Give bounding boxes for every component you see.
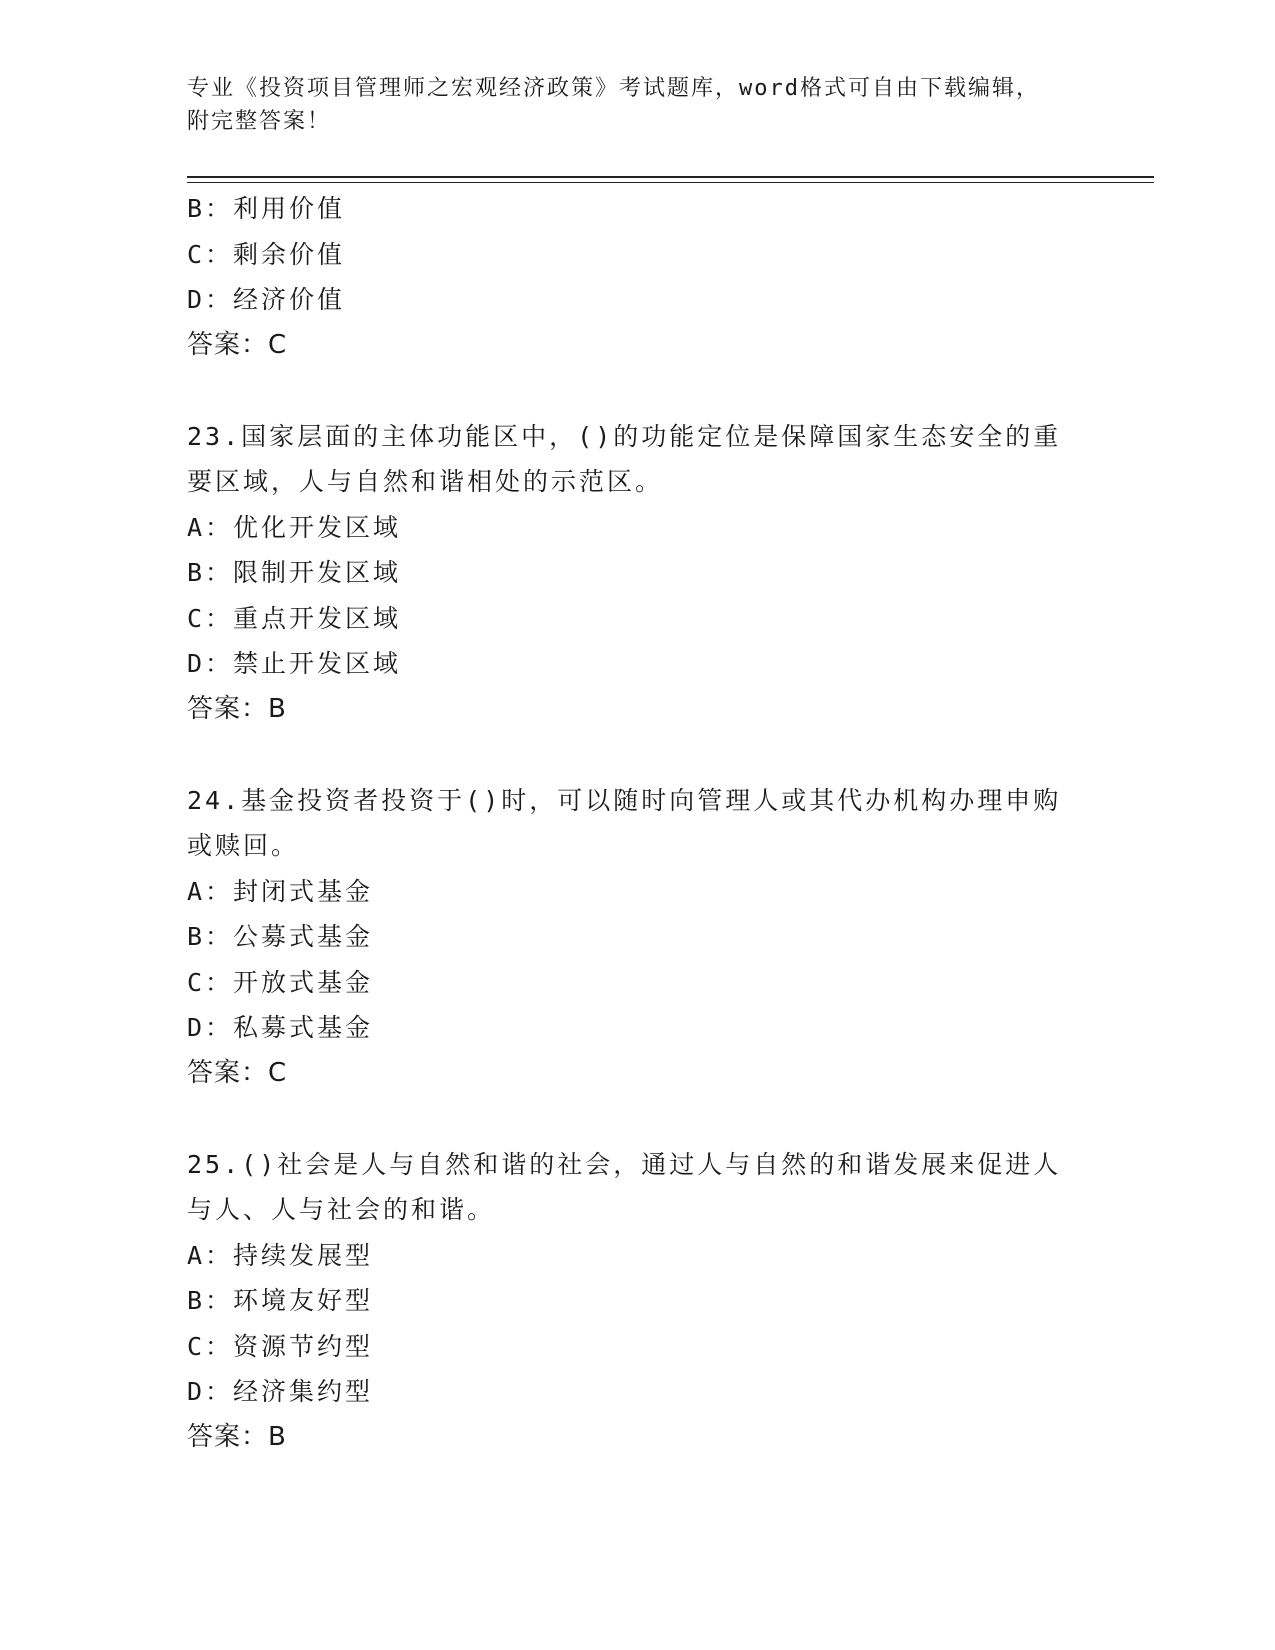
question-stem-line: 23.国家层面的主体功能区中，()的功能定位是保障国家生态安全的重 xyxy=(187,421,1062,451)
answer: 答案：B xyxy=(187,693,287,724)
header-divider-thick xyxy=(187,176,1154,178)
document-header xyxy=(187,72,1087,138)
header-divider-thin xyxy=(187,182,1154,183)
option-a: A：封闭式基金 xyxy=(187,876,374,906)
question-stem-line: 与人、人与社会的和谐。 xyxy=(187,1195,496,1224)
question-stem-line: 要区域，人与自然和谐相处的示范区。 xyxy=(187,467,664,496)
option-c: C：重点开发区域 xyxy=(187,603,402,633)
option-c: C：剩余价值 xyxy=(187,239,346,269)
question-24 xyxy=(187,778,1087,1097)
question-fragment xyxy=(187,186,1087,368)
option-c: C：资源节约型 xyxy=(187,1331,374,1361)
spacer xyxy=(187,368,1087,414)
option-b: B：利用价值 xyxy=(187,194,346,223)
option-b: B：环境友好型 xyxy=(187,1286,374,1315)
answer: 答案：C xyxy=(187,1057,288,1088)
spacer xyxy=(187,732,1087,778)
option-d: D：经济集约型 xyxy=(187,1377,374,1406)
spacer xyxy=(187,1096,1087,1142)
answer: 答案：C xyxy=(187,329,288,360)
option-a: A：持续发展型 xyxy=(187,1240,374,1270)
question-23 xyxy=(187,414,1087,733)
option-c: C：开放式基金 xyxy=(187,967,374,997)
header-line-1: 专业《投资项目管理师之宏观经济政策》考试题库，word格式可自由下载编辑， xyxy=(187,76,1040,101)
option-b: B：限制开发区域 xyxy=(187,558,402,587)
question-list xyxy=(187,186,1087,1460)
question-stem-line: 25.()社会是人与自然和谐的社会，通过人与自然的和谐发展来促进人 xyxy=(187,1149,1062,1179)
option-b: B：公募式基金 xyxy=(187,922,374,951)
option-d: D：私募式基金 xyxy=(187,1013,374,1042)
question-stem-line: 24.基金投资者投资于()时，可以随时向管理人或其代办机构办理申购 xyxy=(187,785,1062,815)
option-d: D：经济价值 xyxy=(187,285,346,314)
header-line-2: 附完整答案！ xyxy=(187,109,332,134)
option-a: A：优化开发区域 xyxy=(187,512,402,542)
answer: 答案：B xyxy=(187,1421,287,1452)
question-25 xyxy=(187,1142,1087,1461)
option-d: D：禁止开发区域 xyxy=(187,649,402,678)
question-stem-line: 或赎回。 xyxy=(187,831,300,860)
